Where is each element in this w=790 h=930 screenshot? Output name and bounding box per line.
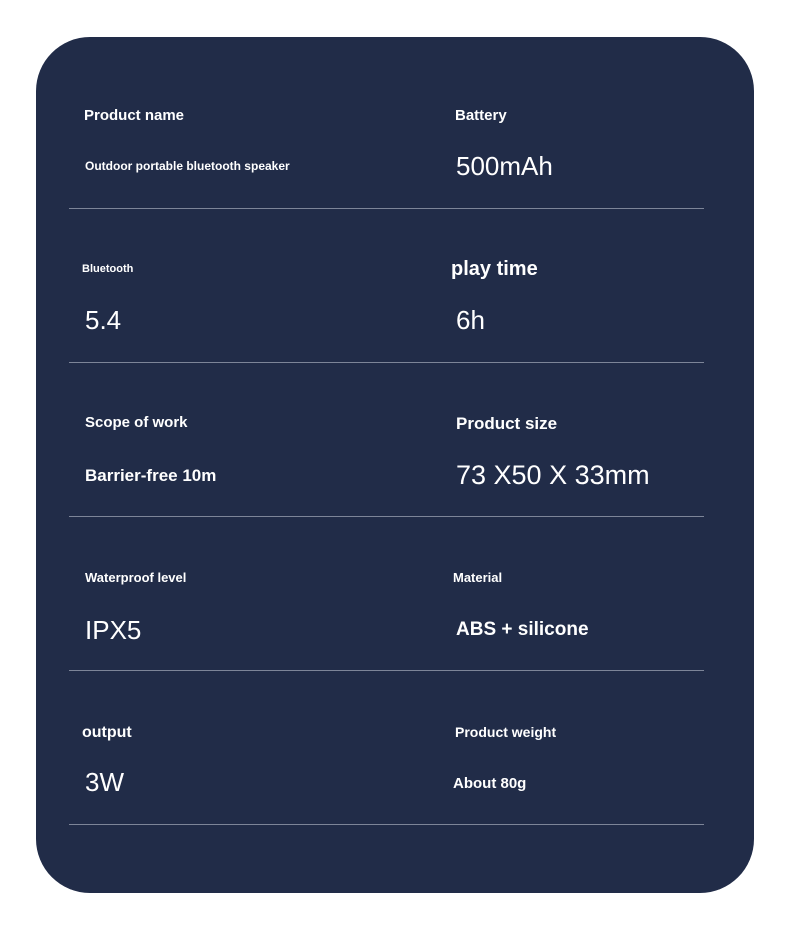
spec-label-product-size: Product size [456,414,558,433]
spec-label-battery: Battery [455,107,507,124]
spec-value-bluetooth: 5.4 [85,305,122,335]
spec-row [69,363,704,517]
spec-row [69,671,704,825]
spec-label-product-name: Product name [84,107,185,124]
spec-row [69,517,704,671]
spec-row [69,209,704,363]
spec-label-waterproof-level: Waterproof level [85,570,187,585]
spec-row [69,55,704,209]
spec-label-material: Material [453,570,503,585]
spec-label-play-time: play time [451,258,538,280]
spec-label-scope-of-work: Scope of work [85,414,188,431]
row-divider [69,824,704,825]
spec-value-product-weight: About 80g [453,775,527,792]
spec-value-output: 3W [85,767,124,797]
spec-label-product-weight: Product weight [455,724,557,740]
spec-value-product-size: 73 X50 X 33mm [456,460,650,490]
spec-card [36,37,754,893]
spec-value-product-name: Outdoor portable bluetooth speaker [85,159,290,173]
spec-value-scope-of-work: Barrier-free 10m [85,466,217,485]
spec-label-bluetooth: Bluetooth [82,263,134,275]
spec-label-output: output [82,724,132,741]
spec-value-battery: 500mAh [456,151,553,181]
spec-value-material: ABS + silicone [456,619,589,640]
spec-value-waterproof-level: IPX5 [85,615,142,645]
spec-value-play-time: 6h [456,305,485,335]
